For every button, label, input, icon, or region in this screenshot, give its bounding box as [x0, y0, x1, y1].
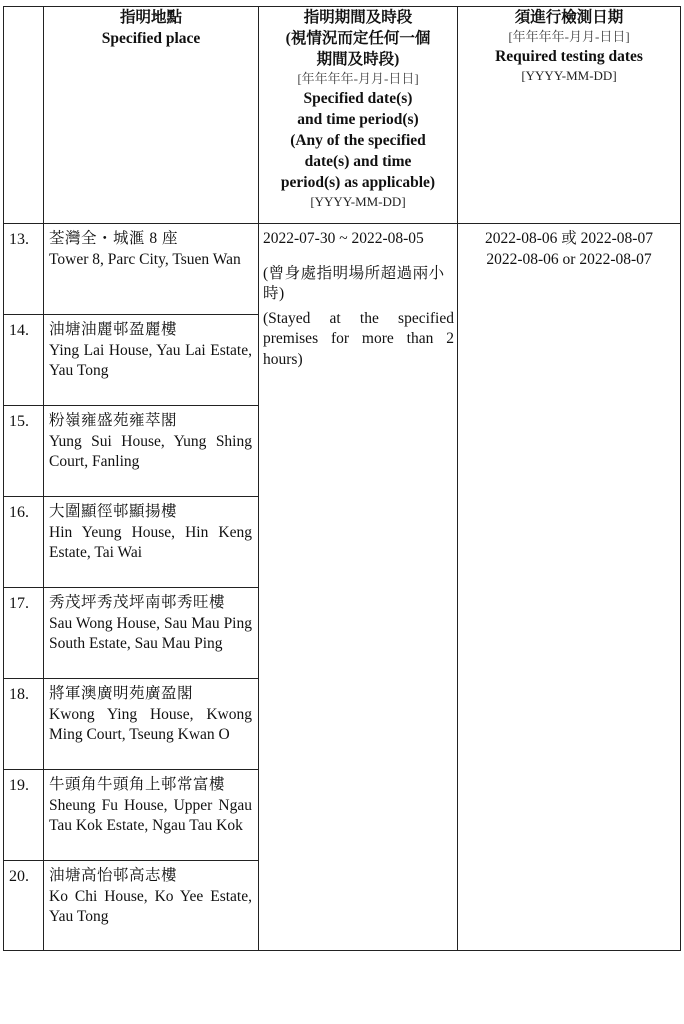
header-testing-format-en: [YYYY-MM-DD]	[521, 68, 617, 83]
table-row	[4, 224, 681, 315]
period-range: 2022-07-30 ~ 2022-08-05	[263, 230, 424, 247]
place-name-zh: 牛頭角牛頭角上邨常富樓	[49, 776, 226, 793]
row-number: 16.	[4, 497, 44, 588]
period-note-en: (Stayed at the specified premises for more than 2 hours)	[263, 309, 454, 368]
row-number: 18.	[4, 679, 44, 770]
place-name-en: Tower 8, Parc City, Tsuen Wan	[49, 250, 241, 268]
place-cell	[44, 497, 259, 588]
header-period-cell	[259, 7, 458, 224]
place-name-zh: 將軍澳廣明苑廣盈閣	[49, 685, 194, 702]
place-cell	[44, 588, 259, 679]
header-period-zh-1: 指明期間及時段	[303, 9, 413, 26]
place-name-en: Hin Yeung House, Hin Keng Estate, Tai Wai	[49, 523, 252, 561]
header-period-en-3: (Any of the specified	[290, 132, 426, 149]
place-name-en: Sheung Fu House, Upper Ngau Tau Kok Estate, Ngau Tau Kok	[49, 796, 252, 834]
place-name-zh: 油塘高怡邨高志樓	[49, 867, 178, 884]
row-number: 20.	[4, 861, 44, 951]
period-cell	[259, 224, 458, 951]
header-period-en-2: and time period(s)	[297, 111, 419, 128]
header-period-en-1: Specified date(s)	[303, 90, 413, 107]
place-cell	[44, 406, 259, 497]
period-note-zh: (曾身處指明場所超過兩小時)	[263, 264, 445, 302]
testing-dates-cell	[458, 224, 681, 951]
place-cell	[44, 770, 259, 861]
place-cell	[44, 679, 259, 770]
testing-dates-en: 2022-08-06 or 2022-08-07	[486, 250, 652, 268]
place-cell	[44, 224, 259, 315]
header-period-format-zh: [年年年年-月月-日日]	[297, 71, 419, 86]
place-name-en: Yung Sui House, Yung Shing Court, Fanling	[49, 432, 252, 470]
place-cell	[44, 861, 259, 951]
header-period-zh-3: 期間及時段)	[316, 51, 400, 68]
header-period-format-en: [YYYY-MM-DD]	[310, 194, 406, 209]
specified-places-table	[3, 6, 681, 951]
row-number: 13.	[4, 224, 44, 315]
header-period-en-5: period(s) as applicable)	[280, 174, 436, 191]
header-place-en: Specified place	[101, 30, 201, 47]
header-place-zh: 指明地點	[119, 9, 182, 26]
place-name-zh: 大圍顯徑邨顯揚樓	[49, 503, 178, 520]
place-name-en: Ying Lai House, Yau Lai Estate, Yau Tong	[49, 341, 252, 379]
place-name-zh: 粉嶺雍盛苑雍萃閣	[49, 412, 178, 429]
row-number: 17.	[4, 588, 44, 679]
header-place-cell	[44, 7, 259, 224]
header-testing-format-zh: [年年年年-月月-日日]	[508, 29, 630, 44]
header-period-en-4: date(s) and time	[304, 153, 412, 170]
place-name-en: Kwong Ying House, Kwong Ming Court, Tseung Kwan O	[49, 705, 252, 743]
place-name-zh: 秀茂坪秀茂坪南邨秀旺樓	[49, 594, 226, 611]
table-header-row	[4, 7, 681, 224]
header-testing-en: Required testing dates	[495, 48, 643, 65]
header-number-cell	[4, 7, 44, 224]
place-name-zh: 荃灣全・城滙 8 座	[49, 230, 179, 247]
header-testing-zh: 須進行檢測日期	[514, 9, 624, 26]
place-name-en: Ko Chi House, Ko Yee Estate, Yau Tong	[49, 887, 252, 925]
place-name-en: Sau Wong House, Sau Mau Ping South Estate, Sau Mau Ping	[49, 614, 252, 652]
header-period-zh-2: (視情況而定任何一個	[285, 30, 431, 47]
testing-dates-zh: 2022-08-06 或 2022-08-07	[485, 230, 653, 247]
place-cell	[44, 315, 259, 406]
row-number: 14.	[4, 315, 44, 406]
header-testing-cell	[458, 7, 681, 224]
row-number: 19.	[4, 770, 44, 861]
row-number: 15.	[4, 406, 44, 497]
place-name-zh: 油塘油麗邨盈麗樓	[49, 321, 178, 338]
